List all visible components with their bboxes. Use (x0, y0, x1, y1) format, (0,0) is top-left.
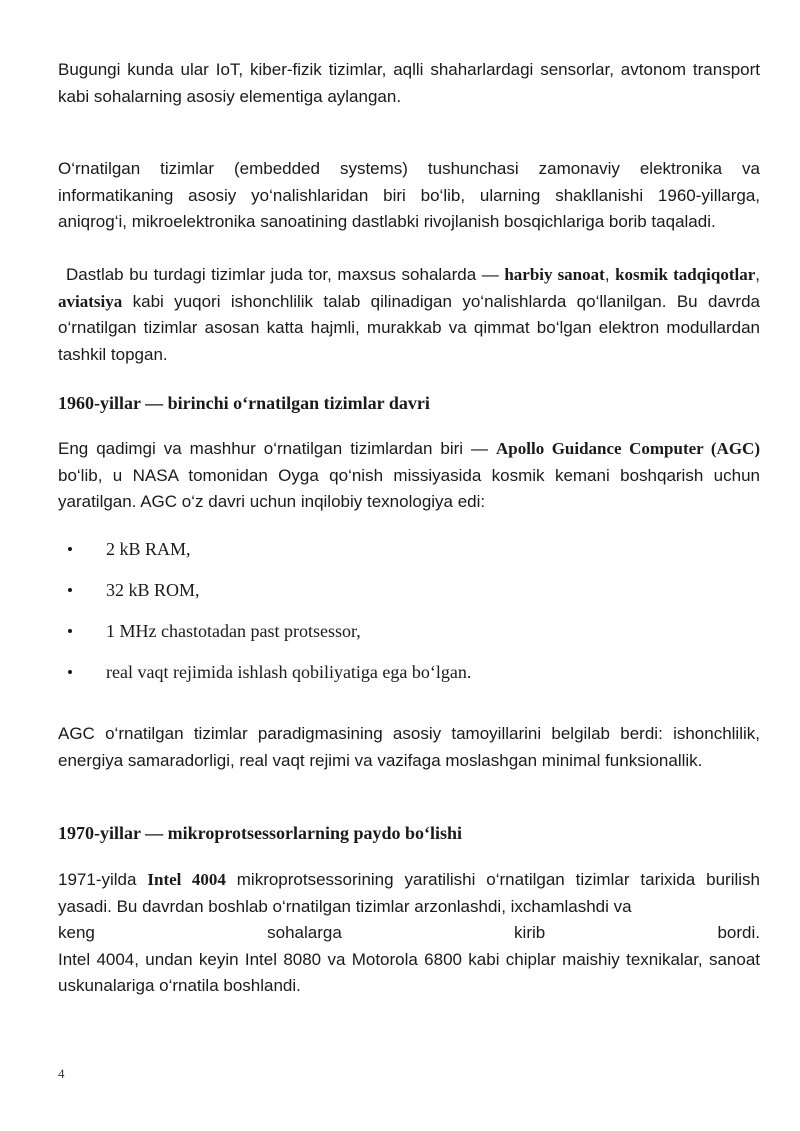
page-number: 4 (58, 1066, 65, 1081)
paragraph-intel-4004 (58, 867, 760, 1000)
heading-1970s: 1970-yillar — mikroprotsessorlarning paydo bo‘lishi (58, 823, 463, 843)
paragraph-iot: Bugungi kunda ular IoT, kiber-fizik tizimlar, aqlli shaharlardagi sensorlar, avtonom transport kabi sohalarning asosiy elementiga aylangan. (58, 60, 760, 106)
paragraph-line: Intel 4004, undan keyin Intel 8080 va Motorola 6800 kabi chiplar maishiy texnikalar, sanoat uskunalariga o‘rnatila boshlandi. (58, 949, 760, 995)
document-page: Bugungi kunda ular IoT, kiber-fizik tizimlar, aqlli shaharlardagi sensorlar, avtonom transport kabi sohalarning asosiy elementiga aylangan. O‘rnatilgan tizimlar (embedded systems) tushunchasi zamonaviy elektronika va informatikaning asosiy yo‘nalishlaridan biri bo‘lib, ularning shakllanishi 1960-yillarga, aniqrog‘i, mikroelektronika sanoatining dastlabki rivojlanish bosqichlariga borib taqaladi. Dastlab bu turdagi tizimlar juda tor, maxsus sohalarda — harbiy sanoat, kosmik tadqiqotlar, aviatsiya kabi yuqori ishonchlilik talab qilinadigan yo‘nalishlarda qo‘llanilgan. Bu davrda o‘rnatilgan tizimlar asosan katta hajmli, murakkab va qimmat bo‘lgan elektron modullardan tashkil topgan. 1960-yillar — birinchi o‘rnatilgan tizimlar davri Eng qadimgi va mashhur o‘rnatilgan tizimlardan biri — Apollo Guidance Computer (AGC) bo‘lib, u NASA tomonidan Oyga qo‘nish missiyasida kosmik kemani boshqarish uchun yaratilgan. AGC o‘z davri uchun inqilobiy texnologiya edi: 2 kB RAM, 32 kB ROM, 1 MHz chastotadan past protsessor, real vaqt rejimida ishlash qobiliyatiga ega bo‘lgan. AGC o‘rnatilgan tizimlar paradigmasining asosiy tamoyillarini belgilab berdi: ishonchlilik, energiya samaradorligi, real vaqt rejimi va vazifaga moslashgan minimal funksionallik. 1970-yillar — mikroprotsessorlarning paydo bo‘lishi 1971-yilda Intel 4004 mikroprotsessorining yaratilishi o‘rnatilgan tizimlar tarixida burilish yasadi. Bu davrdan boshlab o‘rnatilgan tizimlar arzonlashdi, ixchamlashdi va keng sohalarga kirib bordi. Intel 4004, undan keyin Intel 8080 va Motorola 6800 kabi chiplar maishiy texnikalar, sanoat uskunalariga o‘rnatila boshlandi. 4 (0, 0, 800, 1131)
bold-agc: Apollo Guidance Computer (AGC) (496, 439, 760, 458)
bold-military: harbiy sanoat (504, 265, 605, 284)
paragraph-embedded-intro: O‘rnatilgan tizimlar (embedded systems) tushunchasi zamonaviy elektronika va informatikaning asosiy yo‘nalishlaridan biri bo‘lib, ularning shakllanishi 1960-yillarga, aniqrog‘i, mikroelektronika sanoatining dastlabki rivojlanish bosqichlariga borib taqaladi. (58, 159, 760, 231)
text-run: bo‘lib, u NASA tomonidan Oyga qo‘nish missiyasida kosmik kemani boshqarish uchun yaratilgan. AGC o‘z davri uchun inqilobiy texnologiya edi: (58, 465, 760, 511)
bold-intel-4004: Intel 4004 (147, 870, 226, 889)
text-run: Eng qadimgi va mashhur o‘rnatilgan tizimlardan biri — (58, 439, 497, 458)
paragraph-early-domains (58, 262, 760, 368)
paragraph-line: 1971-yilda Intel 4004 mikroprotsessorining yaratilishi o‘rnatilgan tizimlar tarixida burilish yasadi. Bu davrdan boshlab o‘rnatilgan tizimlar arzonlashdi, ixchamlashdi va (58, 870, 760, 916)
paragraph-agc (58, 436, 760, 516)
bold-space-research: kosmik tadqiqotlar (615, 265, 756, 284)
text-run: , (755, 265, 760, 284)
text-run: kabi yuqori ishonchlilik talab qilinadigan yo‘nalishlarda qo‘llanilgan. Bu davrda o‘rnatilgan tizimlar asosan katta hajmli, murakkab va qimmat bo‘lgan elektron modullardan tashkil topgan. (58, 291, 760, 364)
bullet-icon (68, 629, 72, 633)
text-run: , (604, 265, 616, 284)
text-run: Dastlab bu turdagi tizimlar juda tor, maxsus sohalarda — (66, 265, 505, 284)
bullet-icon (68, 588, 72, 592)
paragraph-agc-principles: AGC o‘rnatilgan tizimlar paradigmasining asosiy tamoyillarini belgilab berdi: ishonchlilik, energiya samaradorligi, real vaqt rejimi va vazifaga moslashgan minimal funksionallik. (58, 724, 760, 770)
paragraph-line-spread: keng sohalarga kirib bordi. (58, 923, 760, 942)
bold-aviation: aviatsiya (58, 291, 123, 311)
bullet-icon (68, 670, 72, 674)
heading-1960s: 1960-yillar — birinchi o‘rnatilgan tizimlar davri (58, 393, 430, 413)
bullet-icon (68, 547, 72, 551)
